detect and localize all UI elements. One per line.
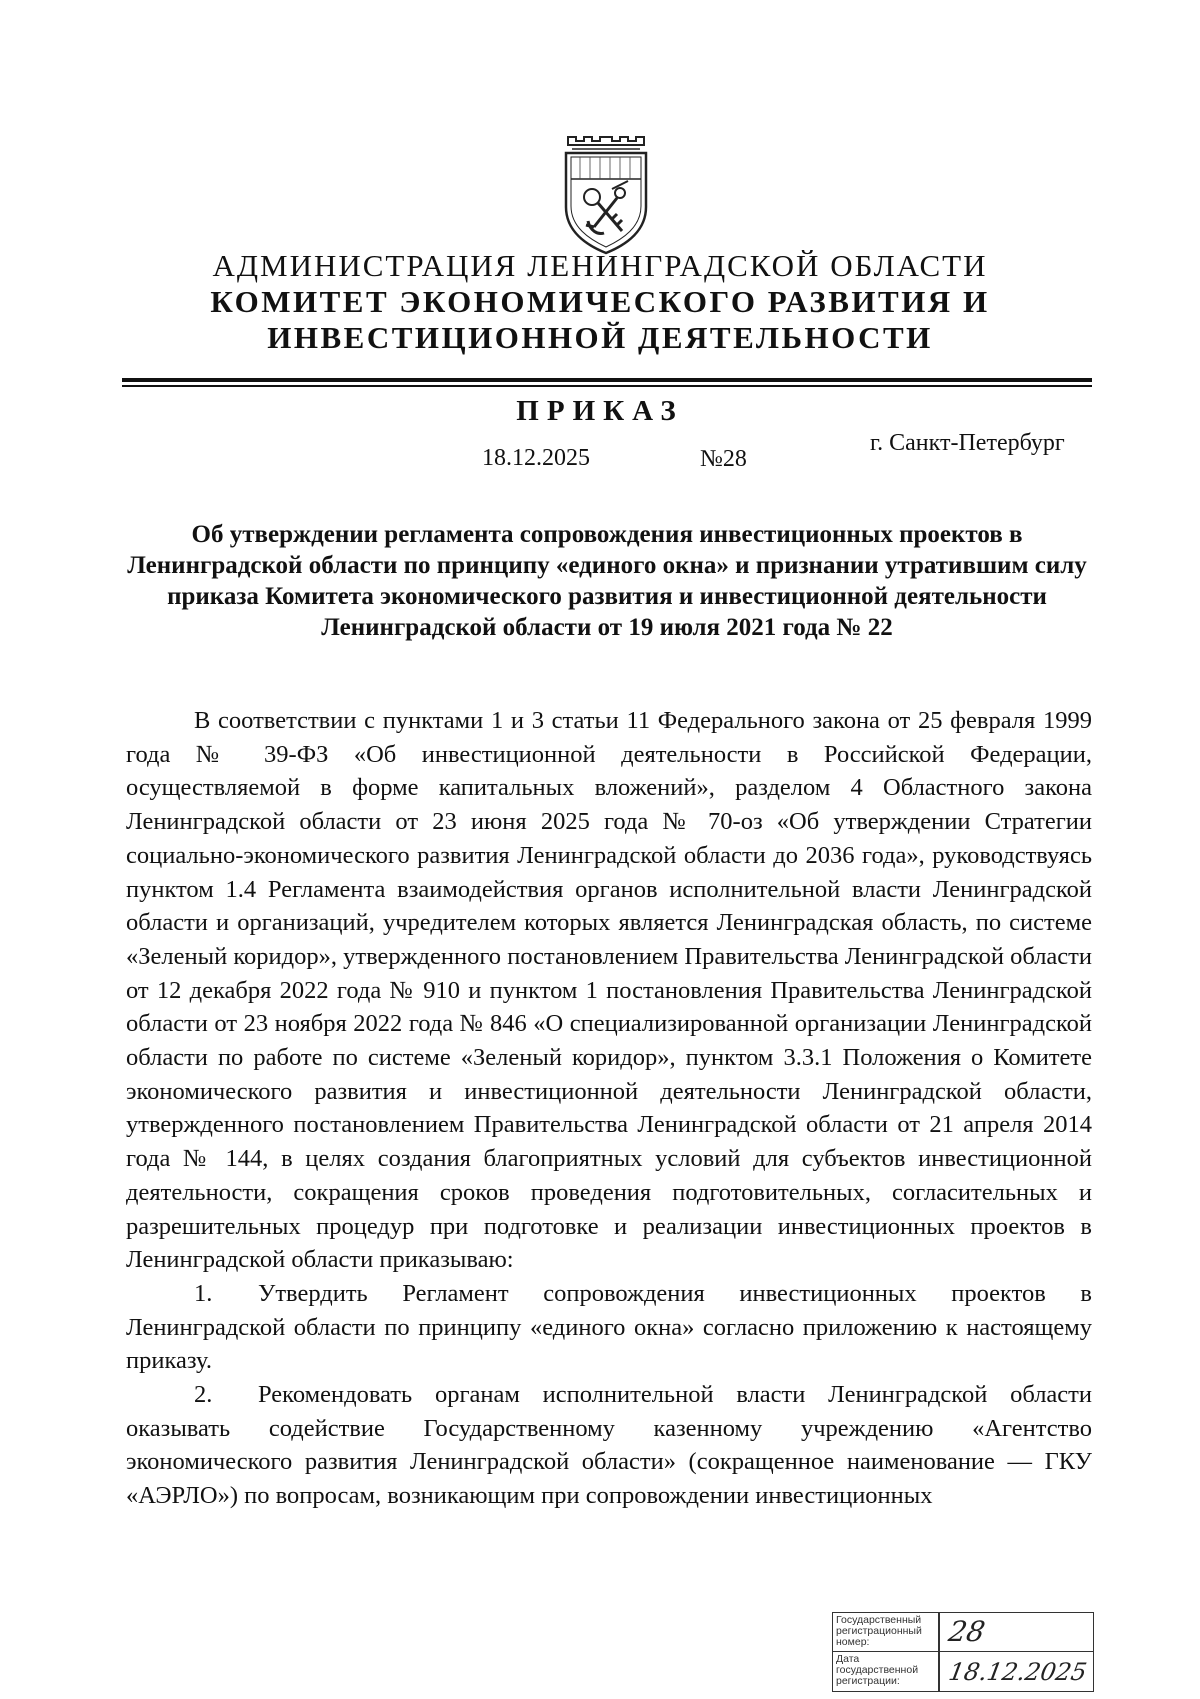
- order-item-2: [126, 1378, 1092, 1513]
- stamp-label: Государственный регистрационный номер:: [836, 1614, 922, 1648]
- order-item-text: Утвердить Регламент сопровождения инвестиционных проектов в Ленинградской области по принципу «единого окна» согласно приложению к настоящему приказу.: [126, 1279, 1092, 1375]
- order-item-1: [126, 1277, 1092, 1378]
- order-city: г. Санкт-Петербург: [870, 430, 1065, 456]
- stamp-handwritten-date: 18.12.2025: [946, 1658, 1089, 1686]
- org-name-line-2: КОМИТЕТ ЭКОНОМИЧЕСКОГО РАЗВИТИЯ И: [210, 284, 990, 319]
- order-date: 18.12.2025: [482, 445, 590, 471]
- order-item-number: 2.: [194, 1381, 213, 1409]
- coat-of-arms-icon: [560, 135, 652, 257]
- registration-stamp: [832, 1612, 1094, 1692]
- stamp-row-date: [833, 1652, 1093, 1690]
- stamp-row-number: [833, 1613, 1093, 1652]
- stamp-label: Дата государственной регистрации:: [836, 1653, 919, 1687]
- order-body: [126, 704, 1092, 1513]
- stamp-divider: [938, 1613, 940, 1691]
- preamble-paragraph: В соответствии с пунктами 1 и 3 статьи 11 Федерального закона от 25 февраля 1999 года № 39-ФЗ «Об инвестиционной деятельности в Российской Федерации, осуществляемой в форме капитальных вложений», разделом 4 Областного закона Ленинградской области от 23 июня 2025 года № 70-оз «Об утверждении Стратегии социально-экономического развития Ленинградской области до 2036 года», руководствуясь пунктом 1.4 Регламента взаимодействия органов исполнительной власти Ленинградской области и организаций, учредителем которых является Ленинградская область, по системе «Зеленый коридор», утвержденного постановлением Правительства Ленинградской области от 12 декабря 2022 года № 910 и пунктом 1 постановления Правительства Ленинградской области от 23 ноября 2022 года № 846 «О специализированной организации Ленинградской области по работе по системе «Зеленый коридор», пунктом 3.3.1 Положения о Комитете экономического развития и инвестиционной деятельности Ленинградской области, утвержденного постановлением Правительства Ленинградской области от 21 апреля 2014 года № 144, в целях создания благоприятных условий для субъектов инвестиционной деятельности, сокращения сроков проведения подготовительных, согласительных и разрешительных процедур при подготовке и реализации инвестиционных проектов в Ленинградской области приказываю:: [126, 707, 1092, 1274]
- order-item-number: 1.: [194, 1279, 213, 1307]
- order-number: №28: [700, 446, 747, 472]
- header-rule-thin: [122, 385, 1092, 387]
- order-subject: Об утверждении регламента сопровождения инвестиционных проектов в Ленинградской области по принципу «единого окна» и признании утратившим силу приказа Комитета экономического развития и инвестиционной деятельности Ленинградской области от 19 июля 2021 года № 22: [127, 521, 1087, 641]
- order-item-text: Рекомендовать органам исполнительной власти Ленинградской области оказывать содействие Государственному казенному учреждению «Агентство экономического развития Ленинградской области» (сокращенное наименование — ГКУ «АЭРЛО») по вопросам, возникающим при сопровождении инвестиционных: [126, 1381, 1092, 1510]
- org-name-line-1: АДМИНИСТРАЦИЯ ЛЕНИНГРАДСКОЙ ОБЛАСТИ: [212, 248, 988, 283]
- header-rule-thick: [122, 378, 1092, 382]
- stamp-handwritten-number: 28: [946, 1615, 988, 1648]
- order-title: ПРИКАЗ: [516, 395, 684, 427]
- org-name-line-3: ИНВЕСТИЦИОННОЙ ДЕЯТЕЛЬНОСТИ: [267, 320, 933, 355]
